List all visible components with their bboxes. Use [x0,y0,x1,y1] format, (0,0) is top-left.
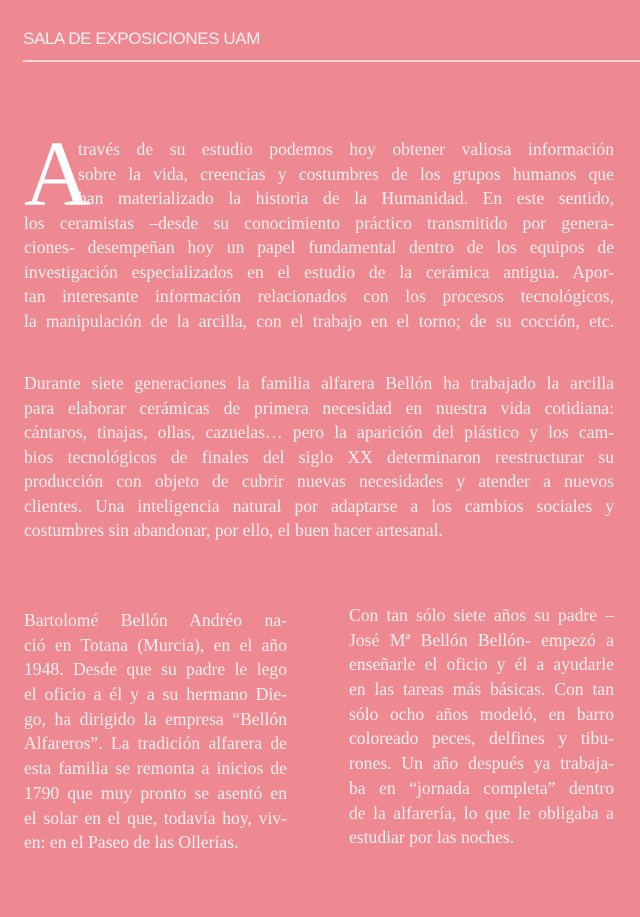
family-paragraph [24,371,614,543]
biography-column-left [24,608,287,855]
text-line: en las tareas más básicas. Con tan [349,679,614,700]
text-line: el oficio a él y a su hermano Die- [24,684,287,705]
text-line: 1790 que muy pronto se asentó en [24,782,287,803]
text-line: rones. Un año después ya trabaja- [349,753,614,774]
text-line: sólo ocho años modeló, en barro [349,703,614,724]
header-divider [23,60,640,62]
text-line: en: en el Paseo de las Ollerías. [24,832,239,853]
intro-paragraph [24,137,614,333]
text-line: producción con objeto de cubrir nuevas necesidades y atender a nuevos [24,471,614,491]
text-line: Durante siete generaciones la familia alfarera Bellón ha trabajado la arcilla [24,373,614,393]
text-line: Alfareros”. La tradición alfarera de [24,733,287,754]
text-line: costumbres sin abandonar, por ello, el buen hacer artesanal. [24,520,443,540]
text-line: para elaborar cerámicas de primera necesidad en nuestra vida cotidiana: [24,397,614,418]
text-line: sobre la vida, creencias y costumbres de los grupos humanos que [78,163,614,184]
header-title: SALA DE EXPOSICIONES UAM [23,29,260,48]
biography-column-right [349,603,614,850]
text-line: los ceramistas –desde su conocimiento práctico transmitido por genera- [24,212,614,233]
text-line: bios tecnológicos de finales del siglo XX determinaron reestructurar su [24,446,614,467]
text-line: la manipulación de la arcilla, con el trabajo en el torno; de su cocción, etc. [24,310,614,331]
text-line: de la alfarería, lo que le obligaba a [349,802,614,823]
text-line: ba en “jornada completa” dentro [349,777,614,798]
text-line: ciones- desempeñan hoy un papel fundamental dentro de los equipos de [24,237,614,257]
text-line: tan interesante información relacionados con los procesos tecnológicos, [24,286,614,306]
text-line: José Mª Bellón Bellón- empezó a [349,629,614,650]
text-line: Con tan sólo siete años su padre – [349,605,614,625]
drop-cap: A [24,123,92,226]
text-line: ció en Totana (Murcia), en el año [24,634,287,655]
text-line: 1948. Desde que su padre le lego [24,659,287,680]
text-line: través de su estudio podemos hoy obtener valiosa información [78,139,614,159]
text-line: esta familia se remonta a inicios de [24,758,287,779]
text-line: investigación especializados en el estudio de la cerámica antigua. Apor- [24,261,614,282]
text-line: enseñarle el oficio y él a ayudarle [349,654,614,675]
text-line: Bartolomé Bellón Andréo na- [24,610,287,630]
text-line: clientes. Una inteligencia natural por adaptarse a los cambios sociales y [24,495,614,516]
text-line: el solar en el que, todavía hoy, viv- [24,807,287,828]
text-line: han materializado la historia de la Humanidad. En este sentido, [78,188,614,208]
text-line: coloreado peces, delfines y tibu- [349,728,614,749]
text-line: go, ha dirigido la empresa “Bellón [24,708,287,729]
text-line: cántaros, tinajas, ollas, cazuelas… pero la aparición del plástico y los cam- [24,422,614,442]
text-line: estudiar por las noches. [349,827,515,848]
